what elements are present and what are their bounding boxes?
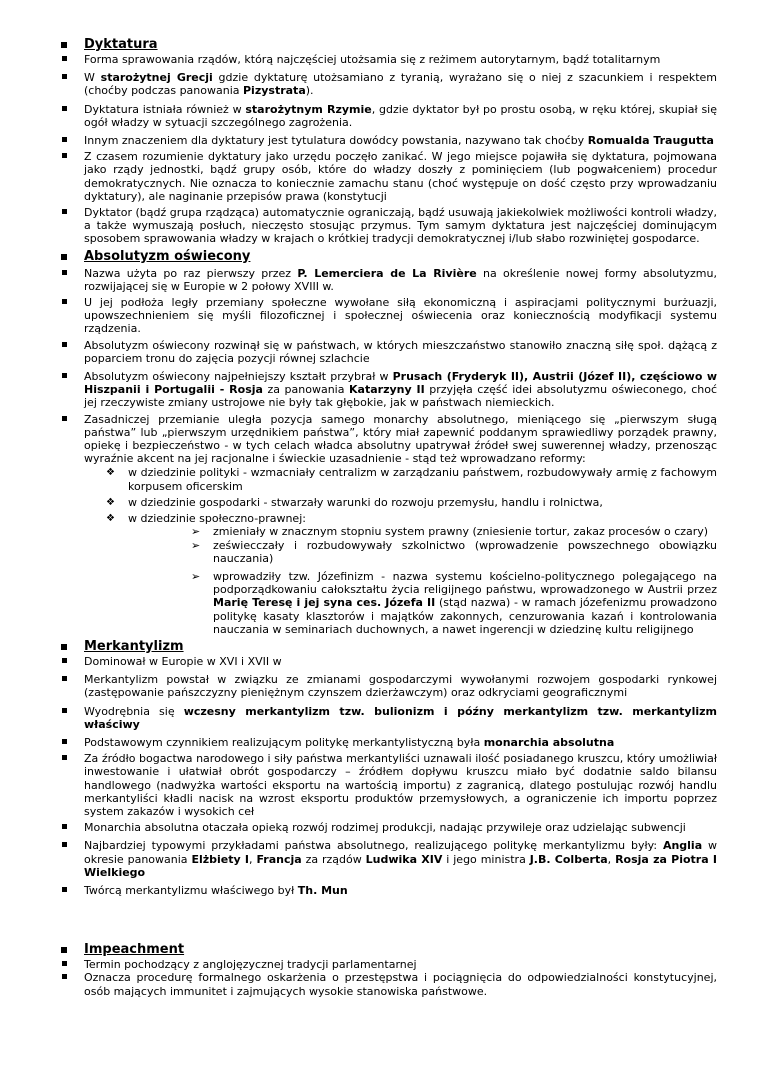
text-run: zeświecczały i rozbudowywały szkolnictwo (wprowadzenie powszechnego obowiązku nauczania) [213,538,717,565]
bold-text: Anglia [662,839,703,853]
bold-text: starożytnej Grecji [100,71,213,85]
section-heading: Dyktatura [0,37,760,52]
text-run: ). [305,84,314,98]
list-item [0,655,760,668]
list-item [0,370,760,410]
social-reform-text [213,570,717,636]
list-item [0,736,760,749]
text-run: w okresie panowania [84,839,717,866]
text-run: Termin pochodzący z anglojęzycznej tradycji parlamentarnej [84,958,417,972]
text-run: Zasadniczej przemianie uległa pozycja samego monarchy absolutnego, mieniącego się „pierwszym sługą państwa” lub „pierwszym urzędnikiem państwa”, który miał zapewnić poddanym sprawiedliwy porządek prawny, opiekę i bezpieczeństwo - w tych celach władca absolutny upatrywał źródeł swej suwerennej władzy, przenosząc wyraźnie akcent na jej racjonalne i świeckie uzasadnienie - stąd też wprowadzano reformy: [84,412,717,466]
vertical-spacer [0,897,760,941]
section-heading: Absolutyzm oświecony [0,249,760,264]
bold-text: Rosja za Piotra I Wielkiego [84,852,717,879]
text-run: Absolutyzm oświecony najpełniejszy kształt przybrał w [84,370,393,384]
social-reform-text [213,525,708,538]
bold-text: starożytnym Rzymie [245,102,372,116]
list-item [0,958,760,971]
text-run: Podstawowym czynnikiem realizującym politykę merkantylistyczną była [84,735,484,749]
text-run: Najbardziej typowymi przykładami państwa absolutnego, realizującego politykę merkantylizmu były: [84,839,663,853]
diamond-bullet-icon: ❖ [106,513,115,525]
text-run: Dyktatura istniała również w [84,102,246,116]
list-item [0,339,760,365]
bold-text: Ludwika XIV [365,852,443,866]
bold-text: J.B. Colberta [529,852,608,866]
text-run: na określenie nowej formy absolutyzmu, rozwijającej się w Europie w 2 połowy XVIII w. [84,266,717,293]
document-page [0,36,760,998]
text-run: , [249,852,257,866]
section-heading: Impeachment [0,942,760,957]
text-run: Z czasem rozumienie dyktatury jako urzędu poczęło zanikać. W jego miejsce pojawiła się dyktatura, pojmowana jako rządy jednostki, bądź grupy osób, które do władzy doszły z pominięciem (lub pogwałceniem) procedur demokratycznych. Nie oznacza to koniecznie zamachu stanu (choć występuje on dość często przy wprowadzaniu dyktatury), ale naginanie przepisów prawa (konstytucji [84,150,717,203]
text-run: Forma sprawowania rządów, którą najczęściej utożsamia się z reżimem autorytarnym, bądź totalitarnym [84,53,661,66]
text-run: Monarchia absolutna otaczała opieką rozwój rodzimej produkcji, nadając przywileje oraz udzielając subwencji [84,821,686,835]
list-item [0,821,760,834]
section-merkantylizm [0,639,760,897]
bold-text: Marię Teresę i jej syna ces. Józefa II [213,596,436,610]
text-run: przyjęła część idei absolutyzmu oświeconego, choć jej rzeczywiste zmiany ustrojowe nie były tak głębokie, jak w państwach niemieckich. [84,383,717,410]
text-run: (stąd nazwa) - w ramach józefenizmu prowadzono politykę kasaty klasztorów i majątków zakonnych, cenzurowania kazań i kontrolowania nauczania w seminariach duchownych, a nawet ingerencji w dziedzinę kultu religijnego [213,596,717,636]
reform-item [0,512,760,525]
text-run: , gdzie dyktator był po prostu osobą, w ręku której, skupiał się ogół władzy w sytuacji szczególnego zagrożenia. [84,102,717,129]
text-run: Merkantylizm powstał w związku ze zmianami gospodarczymi wywołanymi rozwojem gospodarki rynkowej (zastępowanie pańszczyzny pieniężnym czynszem dzierżawczym) oraz odkryciami geograficznymi [84,673,717,700]
reform-item [0,466,760,492]
bold-text: Elżbiety I [191,852,250,866]
text-run: , [607,852,616,866]
text-run: W [84,71,101,85]
list-item [0,296,760,336]
bold-text: Francja [256,852,302,866]
bold-text: P. Lemerciera de La Rivière [297,266,477,280]
list-item [0,884,760,897]
text-run: wprowadziły tzw. Józefinizm - nazwa systemu kościelno-politycznego polegającego na podporządkowaniu całokształtu życia religijnego państwu, wprowadzonego w Austrii przez [213,569,717,597]
list-item [0,150,760,203]
section-dyktatura [0,37,760,246]
bold-text: Prusach (Fryderyk II), Austrii (Józef II), częściowo w Hiszpanii i Portugalii - Rosja [84,370,717,397]
text-run: Twórcą merkantylizmu właściwego był [84,883,298,897]
reform-text: w dziedzinie gospodarki - stwarzały warunki do rozwoju przemysłu, handlu i rolnictwa, [128,495,603,509]
social-reform-item [0,539,760,565]
text-run: za panowania [262,383,350,397]
bold-text: monarchia absolutna [483,735,615,749]
list-item [0,103,760,129]
bold-text: Romualda Traugutta [587,134,714,148]
reform-item [0,496,760,509]
text-run: Za źródło bogactwa narodowego i siły państwa merkantyliści uznawali ilość posiadanego kruszcu, który umożliwiał inwestowanie i ułatwiał obrót gospodarczy – źródłem dopływu kruszcu miało być dodatnie saldo bilansu handlowego (nadwyżka wartości eksportu na wartością importu) z zagranicą, dlatego postulując rozwój handlu merkantyliści kładli nacisk na wzrost eksportu produktów przemysłowych, a ograniczenie ich importu poprzez system zakazów i wysokich ceł [84,752,717,818]
text-run: Dominował w Europie w XVI i XVII w [84,654,282,668]
arrow-bullet-icon: ➢ [191,538,201,552]
text-run: Wyodrębnia się [84,704,184,718]
arrow-bullet-icon: ➢ [191,569,201,583]
text-run: za rządów [301,852,366,866]
list-item [0,134,760,147]
social-reform-item [0,570,760,636]
reforms-list [0,466,760,525]
social-reforms-list [0,525,760,636]
list-item [0,413,760,466]
bold-text: Th. Mun [297,883,348,897]
text-run: Nazwa użyta po raz pierwszy przez [84,266,298,280]
reform-text: w dziedzinie polityki - wzmacniały centralizm w zarządzaniu państwem, rozbudowywały armię z fachowym korpusem oficerskim [128,466,717,493]
reform-text: w dziedzinie społeczno-prawnej: [128,512,306,526]
list-item [0,206,760,246]
list-item [0,752,760,818]
text-run: zmieniały w znacznym stopniu system prawny (zniesienie tortur, zakaz procesów o czary) [213,525,709,539]
bold-text: Pizystrata [243,84,306,98]
bold-text: wczesny merkantylizm tzw. bulionizm i późny merkantylizm tzw. merkantylizm właściwy [84,704,718,731]
bold-text: Katarzyny II [349,383,425,397]
text-run: U jej podłoża legły przemiany społeczne wywołane siłą ekonomiczną i aspiracjami politycznymi burżuazji, upowszechnieniem się myśli filozoficznej i społecznej oświecenia oraz koniecznością modyfikacji systemu rządzenia. [84,296,717,336]
text-run: i jego ministra [442,852,530,866]
arrow-bullet-icon: ➢ [191,525,201,539]
social-reform-text [213,539,717,565]
diamond-bullet-icon: ❖ [106,467,115,479]
diamond-bullet-icon: ❖ [106,496,115,508]
list-item [0,839,760,879]
text-run: Innym znaczeniem dla dyktatury jest tytulatura dowódcy powstania, nazywano tak choćby [84,134,588,148]
list-item [0,705,760,731]
section-absolutyzm [0,249,760,466]
text-run: Absolutyzm oświecony rozwinął się w państwach, w których mieszczaństwo stanowiło znaczną siłę społ. dążącą z poparciem tronu do zajęcia pozycji równej szlachcie [84,338,717,365]
list-item [0,71,760,97]
list-item [0,971,760,997]
text-run: gdzie dyktaturę utożsamiano z tyranią, wyrażano się o niej z szacunkiem i respektem (choćby podczas panowania [84,71,718,98]
list-item [0,267,760,293]
social-reform-item [0,525,760,538]
list-item [0,673,760,699]
section-heading: Merkantylizm [0,639,760,654]
list-item [0,53,760,66]
section-impeachment [0,942,760,998]
text-run: Dyktator (bądź grupa rządząca) automatycznie ograniczają, bądź usuwają jakiekolwiek możliwości kontroli władzy, a także wymuszają posłuch, nieczęsto stosując przymus. Tym samym dyktatura jest najczęściej dominującym sposobem sprawowania władzy w krajach o krótkiej tradycji demokratycznej i/lub słabo rozwiniętej gospodarce. [84,206,717,246]
text-run: Oznacza procedurę formalnego oskarżenia o przestępstwa i pociągnięcia do odpowiedzialności konstytucyjnej, osób mających immunitet i zajmujących wysokie stanowiska państwowe. [84,971,717,998]
